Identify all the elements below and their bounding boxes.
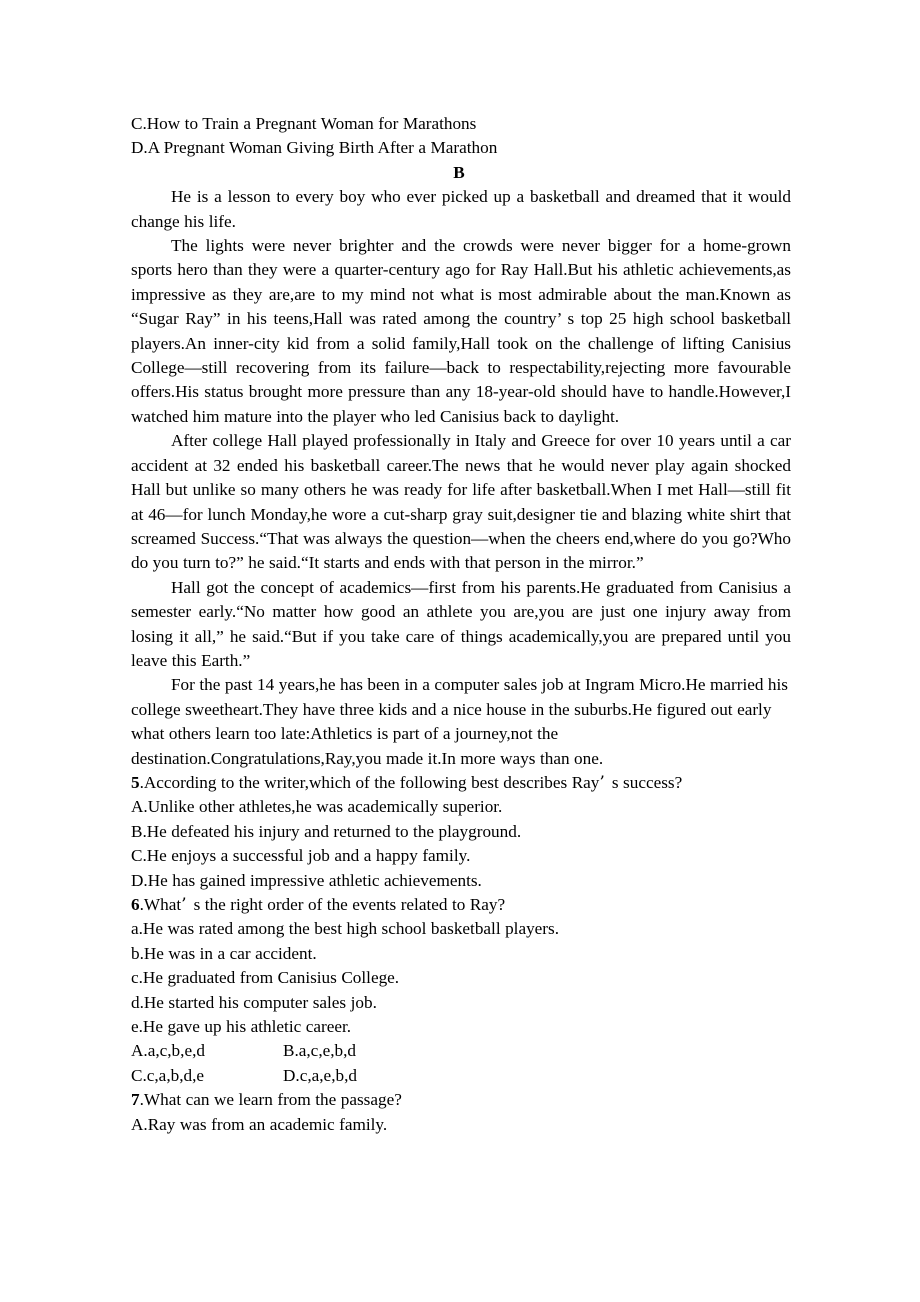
question-5-option-d: D.He has gained impressive athletic achievements. [131, 870, 482, 890]
question-7-stem [131, 1088, 791, 1112]
question-6-option-a: A.a,c,b,e,d [131, 1041, 205, 1061]
question-6-event-b: b.He was in a car accident. [131, 943, 317, 963]
question-6-event-a: a.He was rated among the best high school basketball players. [131, 919, 560, 939]
passage-paragraph-3: After college Hall played professionally in Italy and Greece for over 10 years until a car accident at 32 ended his basketball career.The news that he would never play again shocked Hall but unlike so many others he was ready for life after basketball.When I met Hall—still fit at 46—for lunch Monday,he wore a cut-sharp gray suit,designer tie and blazing white shirt that screamed Success.“That was always the question—when the cheers end,where do you go?Who do you turn to?” he said.“It starts and ends with that person in the mirror.” [131, 431, 791, 573]
apostrophe-glyph: ’ [181, 895, 187, 915]
question-6-stem-part-2: s the right order of the events related to Ray? [193, 895, 506, 914]
question-6-stem-part-1: .What [139, 895, 182, 914]
question-5-option-c: C.He enjoys a successful job and a happy family. [131, 846, 471, 866]
passage-paragraph-5: For the past 14 years,he has been in a computer sales job at Ingram Micro.He married his college sweetheart.They have three kids and a nice house in the suburbs.He figured out early what others learn too late:Athletics is part of a journey,not the destination.Congratulations,Ray,you made it.In more ways than one. [131, 675, 788, 768]
question-7-option-a: A.Ray was from an academic family. [131, 1114, 388, 1134]
question-6-option-row-1 [131, 1039, 791, 1063]
apostrophe-glyph: ’ [599, 772, 605, 793]
question-5-stem-part-2: s success? [611, 772, 683, 792]
passage-paragraph-4: Hall got the concept of academics—first from his parents.He graduated from Canisius a semester early.“No matter how good an athlete you are,you are just one injury away from losing it all,” he said.“But if you take care of things academically,you are prepared until you leave this Earth.” [131, 577, 791, 670]
question-5-stem-part-1: .According to the writer,which of the following best describes Ray [139, 772, 600, 792]
question-6-option-c: C.c,a,b,d,e [131, 1065, 205, 1085]
question-6-number: 6 [131, 895, 140, 914]
question-5-stem [131, 771, 791, 795]
carryover-option-c: C.How to Train a Pregnant Woman for Marathons [131, 114, 477, 133]
carryover-option-d: D.A Pregnant Woman Giving Birth After a Marathon [131, 138, 498, 158]
question-6-option-row-2 [131, 1064, 791, 1088]
question-6-option-b: B.a,c,e,b,d [283, 1041, 357, 1061]
question-5-option-a: A.Unlike other athletes,he was academically superior. [131, 797, 503, 817]
question-5-option-b: B.He defeated his injury and returned to the playground. [131, 821, 522, 841]
question-5-number: 5 [131, 772, 140, 792]
question-6-stem [131, 893, 791, 917]
question-6-event-d: d.He started his computer sales job. [131, 992, 377, 1012]
question-6-event-e: e.He gave up his athletic career. [131, 1017, 352, 1037]
passage-paragraph-2: The lights were never brighter and the crowds were never bigger for a home-grown sports hero than they were a quarter-century ago for Ray Hall.But his athletic achievements,as impressive as they are,are to my mind not what is most admirable about the man.Known as “Sugar Ray” in his teens,Hall was rated among the country’ s top 25 high school basketball players.An inner-city kid from a solid family,Hall took on the challenge of lifting Canisius College—still recovering from its failure—back to respectability,rejecting more favourable offers.His status brought more pressure than any 18-year-old should have to handle.However,I watched him mature into the player who led Canisius back to daylight. [131, 236, 791, 426]
question-7-number: 7 [131, 1090, 140, 1110]
question-6-event-c: c.He graduated from Canisius College. [131, 968, 400, 988]
section-heading-b: B [453, 162, 465, 182]
passage-paragraph-1: He is a lesson to every boy who ever picked up a basketball and dreamed that it would change his life. [131, 187, 791, 231]
question-6-option-d: D.c,a,e,b,d [283, 1065, 357, 1085]
question-7-stem-text: .What can we learn from the passage? [139, 1090, 402, 1110]
document-body [131, 112, 791, 1137]
